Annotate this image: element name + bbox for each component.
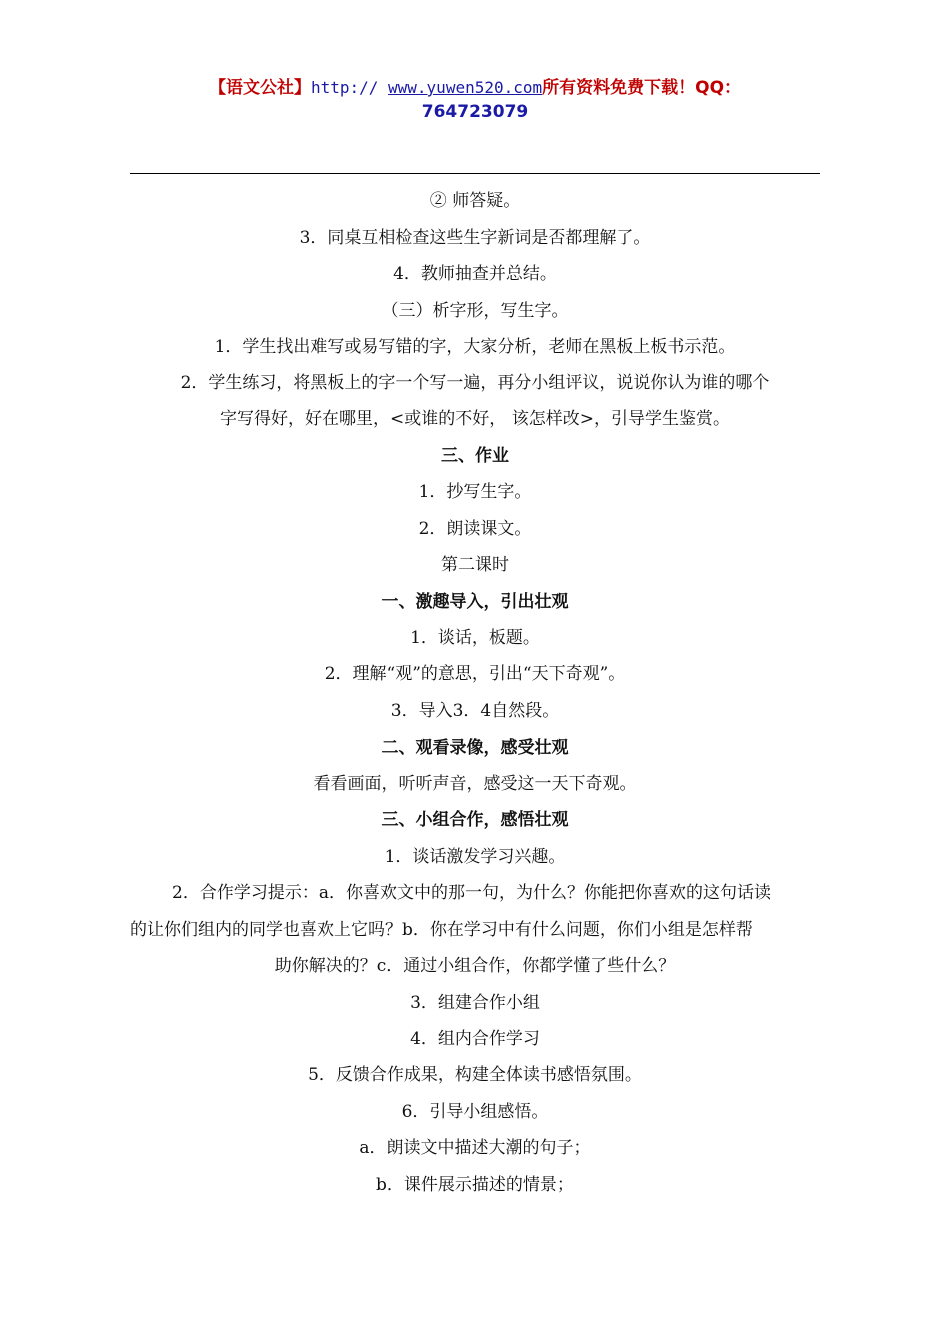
lesson-heading: 第二课时	[441, 555, 509, 575]
body-line: 4．教师抽查并总结。	[393, 264, 557, 284]
body-line: 3．组建合作小组	[410, 993, 540, 1013]
body-line: 2．学生练习，将黑板上的字一个写一遍，再分小组评议，说说你认为谁的哪个	[180, 373, 770, 393]
body-line: 2．朗读课文。	[418, 519, 532, 539]
section-heading: 三、小组合作，感悟壮观	[381, 810, 569, 830]
body-line: ② 师答疑。	[429, 191, 521, 211]
section-heading: （三）析字形，写生字。	[381, 301, 569, 321]
body-line: 1．谈话激发学习兴趣。	[384, 847, 566, 867]
site-name: 【语文公社】	[208, 78, 311, 98]
body-line: 的让你们组内的同学也喜欢上它吗？b．你在学习中有什么问题，你们小组是怎样帮	[130, 920, 753, 940]
body-line: 看看画面，听听声音，感受这一天下奇观。	[313, 774, 637, 794]
body-line: b．课件展示描述的情景；	[376, 1175, 574, 1195]
body-line: a．朗读文中描述大潮的句子；	[359, 1138, 591, 1158]
section-heading: 三、作业	[441, 446, 509, 466]
body-line: 5．反馈合作成果，构建全体读书感悟氛围。	[308, 1065, 642, 1085]
header-line-1	[0, 76, 950, 100]
body-line: 1．抄写生字。	[418, 482, 532, 502]
section-heading: 二、观看录像，感受壮观	[381, 738, 569, 758]
body-line: 2．理解“观”的意思，引出“天下奇观”。	[324, 664, 626, 684]
body-line: 助你解决的？c．通过小组合作，你都学懂了些什么？	[274, 956, 676, 976]
body-line: 字写得好，好在哪里，<或谁的不好， 该怎样改>，引导学生鉴赏。	[220, 409, 730, 429]
body-line: 3．同桌互相检查这些生字新词是否都理解了。	[299, 228, 651, 248]
body-line: 2．合作学习提示：a．你喜欢文中的那一句，为什么？你能把你喜欢的这句话读	[172, 883, 771, 903]
site-url-link[interactable]: www.yuwen520.com	[388, 78, 543, 97]
section-heading: 一、激趣导入，引出壮观	[381, 592, 569, 612]
body-line: 3．导入3．4自然段。	[390, 701, 560, 721]
qq-number: 764723079	[421, 102, 529, 122]
body-line: 1．谈话，板题。	[410, 628, 540, 648]
page-header	[0, 76, 950, 124]
body-line: 4．组内合作学习	[410, 1029, 540, 1049]
download-slogan: 所有资料免费下载！QQ：	[542, 78, 742, 98]
body-line: 6．引导小组感悟。	[401, 1102, 549, 1122]
header-divider	[130, 173, 820, 174]
http-prefix: http://	[310, 78, 389, 97]
body-line: 1．学生找出难写或易写错的字，大家分析，老师在黑板上板书示范。	[214, 337, 736, 357]
